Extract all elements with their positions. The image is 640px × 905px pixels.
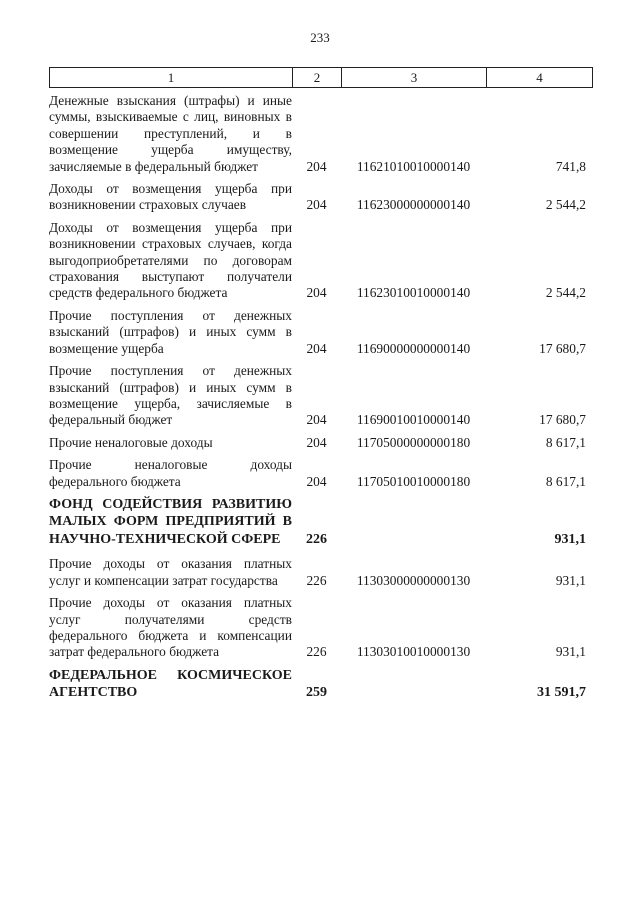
- row-amount: 931,1: [554, 531, 586, 547]
- row-name: ФОНД СОДЕЙСТВИЯ РАЗВИТИЮ МАЛЫХ ФОРМ ПРЕДПРИЯТИЙ В НАУЧНО-ТЕХНИЧЕСКОЙ СФЕРЕ: [49, 496, 292, 547]
- row-amount: 931,1: [555, 644, 586, 660]
- column-header-table: [49, 67, 593, 88]
- row-amount: 17 680,7: [539, 340, 586, 356]
- row-admin-code: 226: [306, 572, 327, 588]
- row-admin-code: 204: [306, 473, 327, 489]
- row-admin-code: 259: [306, 685, 327, 701]
- row-amount: 2 544,2: [545, 285, 586, 301]
- row-kbk-code: 11690000000000140: [356, 340, 471, 356]
- row-kbk-code: 11303010010000130: [356, 644, 471, 660]
- row-amount: 8 617,1: [545, 434, 586, 450]
- budget-table-body: [49, 93, 592, 710]
- column-header-row: [50, 68, 593, 88]
- column-header-4: 4: [487, 68, 593, 88]
- table-row: [49, 556, 592, 589]
- row-amount: 931,1: [555, 572, 586, 588]
- column-header-2: 2: [293, 68, 342, 88]
- row-admin-code: 204: [306, 412, 327, 428]
- row-name: Прочие неналоговые доходы федерального бюджета: [49, 457, 292, 489]
- table-row: [49, 363, 592, 429]
- row-admin-code: 204: [306, 340, 327, 356]
- row-kbk-code: 11705010010000180: [356, 473, 471, 489]
- row-kbk-code: 11690010010000140: [356, 412, 471, 428]
- table-row: [49, 595, 592, 661]
- row-admin-code: 204: [306, 285, 327, 301]
- row-kbk-code: 11705000000000180: [356, 434, 471, 450]
- table-row: [49, 181, 592, 214]
- row-kbk-code: 11623010010000140: [356, 285, 471, 301]
- row-admin-code: 204: [306, 197, 327, 213]
- row-name: Прочие поступления от денежных взысканий (штрафов) и иных сумм в возмещение ущерба, зачисляемые в федеральный бюджет: [49, 363, 292, 428]
- row-kbk-code: 11621010010000140: [356, 158, 471, 174]
- row-name: Прочие доходы от оказания платных услуг получателями средств федерального бюджета и компенсации затрат федерального бюджета: [49, 595, 292, 660]
- row-amount: 17 680,7: [539, 412, 586, 428]
- table-row-agency-total: [49, 667, 592, 702]
- table-row: [49, 457, 592, 490]
- row-amount: 741,8: [555, 158, 586, 174]
- row-admin-code: 204: [306, 434, 327, 450]
- table-row: [49, 308, 592, 357]
- row-kbk-code: 11303000000000130: [356, 572, 471, 588]
- row-amount: 8 617,1: [545, 473, 586, 489]
- row-kbk-code: 11623000000000140: [356, 197, 471, 213]
- row-name: Доходы от возмещения ущерба при возникновении страховых случаев: [49, 181, 292, 213]
- row-admin-code: 226: [306, 531, 327, 547]
- row-name: Прочие доходы от оказания платных услуг и компенсации затрат государства: [49, 556, 292, 588]
- row-name: ФЕДЕРАЛЬНОЕ КОСМИЧЕСКОЕ АГЕНТСТВО: [49, 667, 292, 701]
- page-number: 233: [310, 30, 330, 45]
- row-admin-code: 204: [306, 158, 327, 174]
- row-amount: 2 544,2: [545, 197, 586, 213]
- table-row: [49, 435, 592, 451]
- row-name: Прочие неналоговые доходы: [49, 434, 213, 450]
- row-name: Прочие поступления от денежных взысканий (штрафов) и иных сумм в возмещение ущерба: [49, 307, 292, 356]
- table-row: [49, 93, 592, 175]
- table-row: [49, 220, 592, 302]
- row-admin-code: 226: [306, 644, 327, 660]
- row-name: Доходы от возмещения ущерба при возникновении страховых случаев, когда выгодоприобретателями по договорам страхования выступают получатели средств федерального бюджета: [49, 219, 292, 301]
- column-header-3: 3: [342, 68, 487, 88]
- table-row-agency-total: [49, 496, 592, 549]
- column-header-1: 1: [50, 68, 293, 88]
- row-name: Денежные взыскания (штрафы) и иные суммы, взыскиваемые с лиц, виновных в совершении преступлений, и в возмещение ущерба имуществу, зачисляемые в федеральный бюджет: [49, 93, 292, 174]
- row-amount: 31 591,7: [537, 685, 586, 701]
